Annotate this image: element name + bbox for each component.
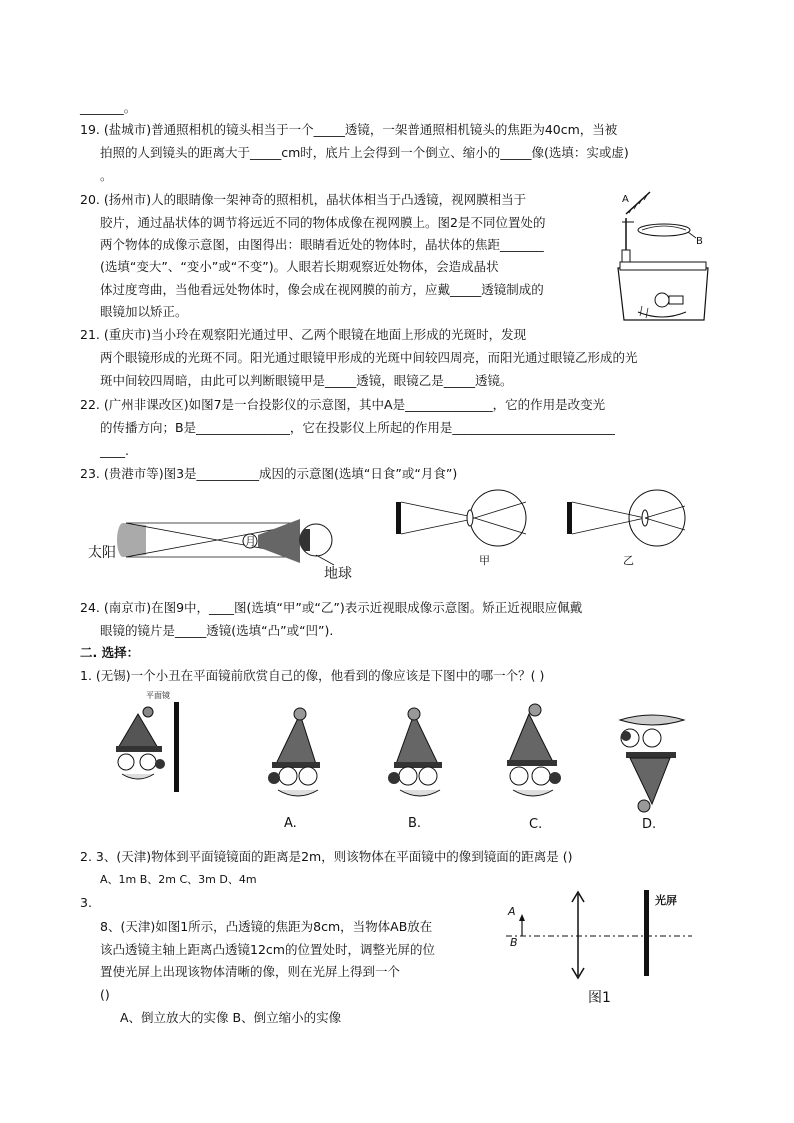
question-20-line-4: (选填“变大”、“变小”或“不变”)。人眼若长期观察近处物体，会造成晶状 xyxy=(100,259,499,274)
question-21-line-1: 21. (重庆市)当小玲在观察阳光通过甲、乙两个眼镜在地面上形成的光斑时，发现 xyxy=(80,327,527,342)
question-24-line-2: 眼镜的镜片是_____透镜(选填“凸”或“凹”). xyxy=(100,623,334,638)
lens-figure xyxy=(502,888,702,1013)
sun-label: 太阳 xyxy=(88,545,116,561)
choice-3-line-2: 该凸透镜主轴上距离凸透镜12cm的位置处时，调整光屏的位 xyxy=(100,942,435,957)
question-19-line-1: 19. (盐城市)普通照相机的镜头相当于一个_____透镜，一架普通照相机镜头的焦距为40cm，当被 xyxy=(80,122,618,137)
eclipse-figure xyxy=(88,505,363,590)
question-20-line-2: 胶片，通过晶状体的调节将远近不同的物体成像在视网膜上。图2是不同位置处的 xyxy=(100,215,546,230)
eye-diagram-right xyxy=(565,490,705,565)
eye-diagram-left xyxy=(394,490,534,565)
earth-label: 地球 xyxy=(324,566,352,582)
projector-figure xyxy=(612,188,712,323)
choice-3-line-3: 置使光屏上出现该物体清晰的像，则在光屏上得到一个 xyxy=(100,964,401,979)
clown-option-b xyxy=(380,702,460,832)
choice-3-line-1: 8、(天津)如图1所示，凸透镜的焦距为8cm，当物体AB放在 xyxy=(100,919,433,934)
question-21-line-2: 两个眼镜形成的光斑不同。阳光通过眼镜甲形成的光斑中间较四周亮，而阳光通过眼镜乙形成的光 xyxy=(100,350,638,365)
projector-label-b: B xyxy=(696,236,703,247)
option-c-label: C. xyxy=(529,817,543,832)
question-22-line-2: 的传播方向；B是_______________，它在投影仪上所起的作用是__________________________ xyxy=(100,420,615,435)
question-20-line-3: 两个物体的成像示意图，由图得出：眼睛看近处的物体时，晶状体的焦距_______ xyxy=(100,237,544,252)
screen-label: 光屏 xyxy=(655,894,677,907)
choice-3-line-4: () xyxy=(100,987,110,1002)
choice-2-line: 2. 3、(天津)物体到平面镜镜面的距离是2m，则该物体在平面镜中的像到镜面的距离是 () xyxy=(80,849,573,864)
object-label-b: B xyxy=(510,936,518,949)
question-23-line: 23. (贵港市等)图3是__________成因的示意图(选填“日食”或“月食”) xyxy=(80,466,458,481)
question-20-line-5: 体过度弯曲，当他看远处物体时，像会成在视网膜的前方，应戴_____透镜制成的 xyxy=(100,282,544,297)
option-d-label: D. xyxy=(642,817,657,832)
moon-label: 月 xyxy=(245,535,256,548)
choice-1-line: 1. (无锡)一个小丑在平面镜前欣赏自己的像，他看到的像应该是下图中的哪一个？( ) xyxy=(80,668,545,683)
clown-option-c xyxy=(495,700,575,832)
mirror-label: 平面镜 xyxy=(146,691,170,700)
choice-3-number: 3. xyxy=(80,895,92,910)
question-21-line-3: 斑中间较四周暗，由此可以判断眼镜甲是_____透镜，眼镜乙是_____透镜。 xyxy=(100,373,513,388)
question-20-line-1: 20. (扬州市)人的眼睛像一架神奇的照相机，晶状体相当于凸透镜，视网膜相当于 xyxy=(80,192,527,207)
question-19-line-3: 。 xyxy=(100,168,113,183)
question-24-line-1: 24. (南京市)在图9中，____图(选填“甲”或“乙”)表示近视眼成像示意图。矫正近视眼应佩戴 xyxy=(80,600,583,615)
clown-mirror-figure xyxy=(108,688,188,793)
clown-option-a xyxy=(258,702,338,832)
clown-option-d xyxy=(612,706,692,832)
question-20-line-6: 眼镜加以矫正。 xyxy=(100,304,188,319)
eye-label-left: 甲 xyxy=(479,554,490,567)
section-heading: 二. 选择： xyxy=(80,645,140,660)
object-label-a: A xyxy=(508,905,516,918)
choice-3-options: A、倒立放大的实像 B、倒立缩小的实像 xyxy=(120,1010,342,1025)
projector-label-a: A xyxy=(622,194,629,205)
question-22-line-3: ____. xyxy=(100,443,129,458)
question-22-line-1: 22. (广州非课改区)如图7是一台投影仪的示意图，其中A是______________，它的作用是改变光 xyxy=(80,397,606,412)
option-a-label: A. xyxy=(284,816,297,831)
eye-label-right: 乙 xyxy=(623,554,634,567)
option-b-label: B. xyxy=(408,816,422,831)
choice-2-options: A、1m B、2m C、3m D、4m xyxy=(100,873,257,886)
text-line: _______。 xyxy=(80,100,137,115)
question-19-line-2: 拍照的人到镜头的距离大于_____cm时，底片上会得到一个倒立、缩小的_____像(选填：实或虚) xyxy=(100,145,629,160)
figure-caption: 图1 xyxy=(588,990,611,1006)
